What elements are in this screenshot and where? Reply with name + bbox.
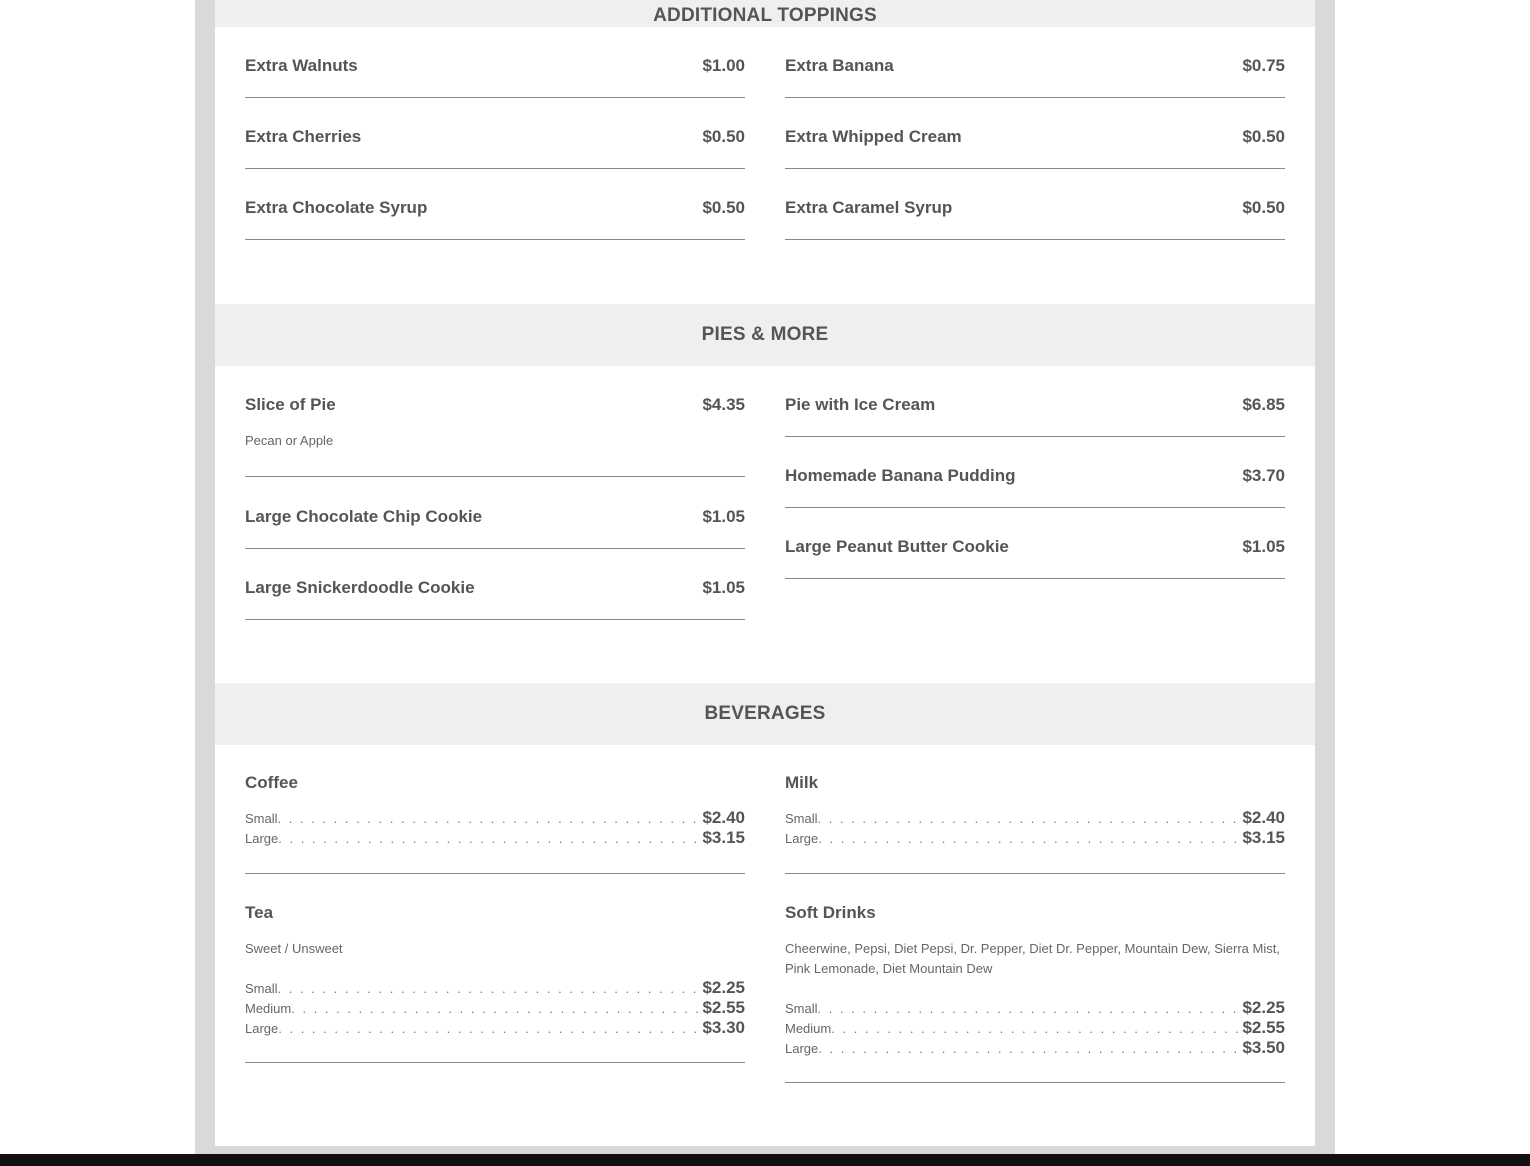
menu-sheet [215,0,1315,1146]
size-price: $3.15 [702,828,745,847]
dot-leader [831,1019,1242,1039]
menu-item-soft-drinks [785,903,1285,1083]
item-price: $0.50 [702,127,745,146]
size-label: Large [785,1041,819,1056]
item-name: Soft Drinks [785,903,876,922]
size-row [245,1018,745,1038]
size-price: $2.25 [702,978,745,997]
menu-item [785,127,1285,169]
size-label: Small [245,981,278,996]
size-price: $2.25 [1242,998,1285,1017]
size-row [245,998,745,1018]
item-price: $1.05 [1242,537,1285,556]
item-name: Pie with Ice Cream [785,395,936,414]
item-description: Cheerwine, Pepsi, Diet Pepsi, Dr. Pepper, Diet Dr. Pepper, Mountain Dew, Sierra Mist, Pink Lemonade, Diet Mountain Dew [785,941,1280,976]
menu-item [785,395,1285,437]
item-name: Extra Chocolate Syrup [245,198,428,217]
menu-item [245,578,745,620]
item-name: Milk [785,773,819,792]
menu-item [785,466,1285,508]
dot-leader [278,979,703,999]
menu-item [245,198,745,240]
item-price: $0.50 [1242,127,1285,146]
size-label: Medium [245,1001,292,1016]
item-price: $6.85 [1242,395,1285,414]
dot-leader [291,999,702,1019]
dot-leader [818,999,1243,1019]
menu-item [785,198,1285,240]
size-row [785,1018,1285,1038]
dot-leader [818,829,1242,849]
item-name: Large Snickerdoodle Cookie [245,578,475,597]
size-row [245,808,745,828]
pies-left-column [245,395,745,620]
menu-item [785,537,1285,579]
size-label: Large [245,1021,279,1036]
size-price: $3.15 [1242,828,1285,847]
item-description: Sweet / Unsweet [245,941,343,956]
size-price: $3.50 [1242,1038,1285,1057]
size-label: Small [785,811,818,826]
size-label: Small [245,811,278,826]
menu-item [245,395,745,477]
item-price: $4.35 [702,395,745,414]
size-label: Large [245,831,279,846]
item-description: Pecan or Apple [245,433,334,448]
menu-item [245,127,745,169]
menu-item [785,56,1285,98]
section-title: BEVERAGES [704,703,826,724]
item-name: Extra Cherries [245,127,362,146]
item-name: Extra Caramel Syrup [785,198,953,217]
size-price: $3.30 [702,1018,745,1037]
item-price: $0.50 [1242,198,1285,217]
section-header-pies [215,304,1315,366]
item-name: Tea [245,903,274,922]
item-price: $0.50 [702,198,745,217]
item-name: Large Chocolate Chip Cookie [245,507,483,526]
dot-leader [278,1019,702,1039]
section-title: PIES & MORE [701,324,829,345]
size-price: $2.55 [1242,1018,1285,1037]
size-row [785,1038,1285,1058]
item-name: Extra Whipped Cream [785,127,962,146]
section-header-toppings [215,0,1315,27]
menu-item-coffee [245,773,745,874]
beverages-left-column [245,773,745,1063]
size-row [245,828,745,848]
toppings-left-column [245,56,745,240]
size-label: Small [785,1001,818,1016]
menu-item [245,507,745,549]
dot-leader [278,809,703,829]
size-row [245,978,745,998]
size-row [785,808,1285,828]
size-price: $2.40 [1242,808,1285,827]
section-header-beverages [215,683,1315,745]
item-price: $1.05 [702,507,745,526]
item-name: Slice of Pie [245,395,336,414]
item-name: Homemade Banana Pudding [785,466,1016,485]
dot-leader [818,1039,1242,1059]
section-title: ADDITIONAL TOPPINGS [653,5,877,26]
item-name: Extra Walnuts [245,56,358,75]
pies-right-column [785,395,1285,579]
toppings-right-column [785,56,1285,240]
bottom-bar [0,1154,1530,1166]
item-price: $1.05 [702,578,745,597]
menu-item-milk [785,773,1285,874]
item-name: Coffee [245,773,298,792]
size-row [785,828,1285,848]
size-label: Medium [785,1021,832,1036]
size-price: $2.40 [702,808,745,827]
menu-item [245,56,745,98]
item-name: Extra Banana [785,56,894,75]
item-price: $1.00 [702,56,745,75]
size-label: Large [785,831,819,846]
item-price: $0.75 [1242,56,1285,75]
item-price: $3.70 [1242,466,1285,485]
size-row [785,998,1285,1018]
dot-leader [278,829,702,849]
beverages-right-column [785,773,1285,1083]
menu-item-tea [245,903,745,1063]
page-frame [195,0,1335,1154]
size-price: $2.55 [702,998,745,1017]
dot-leader [818,809,1243,829]
item-name: Large Peanut Butter Cookie [785,537,1009,556]
